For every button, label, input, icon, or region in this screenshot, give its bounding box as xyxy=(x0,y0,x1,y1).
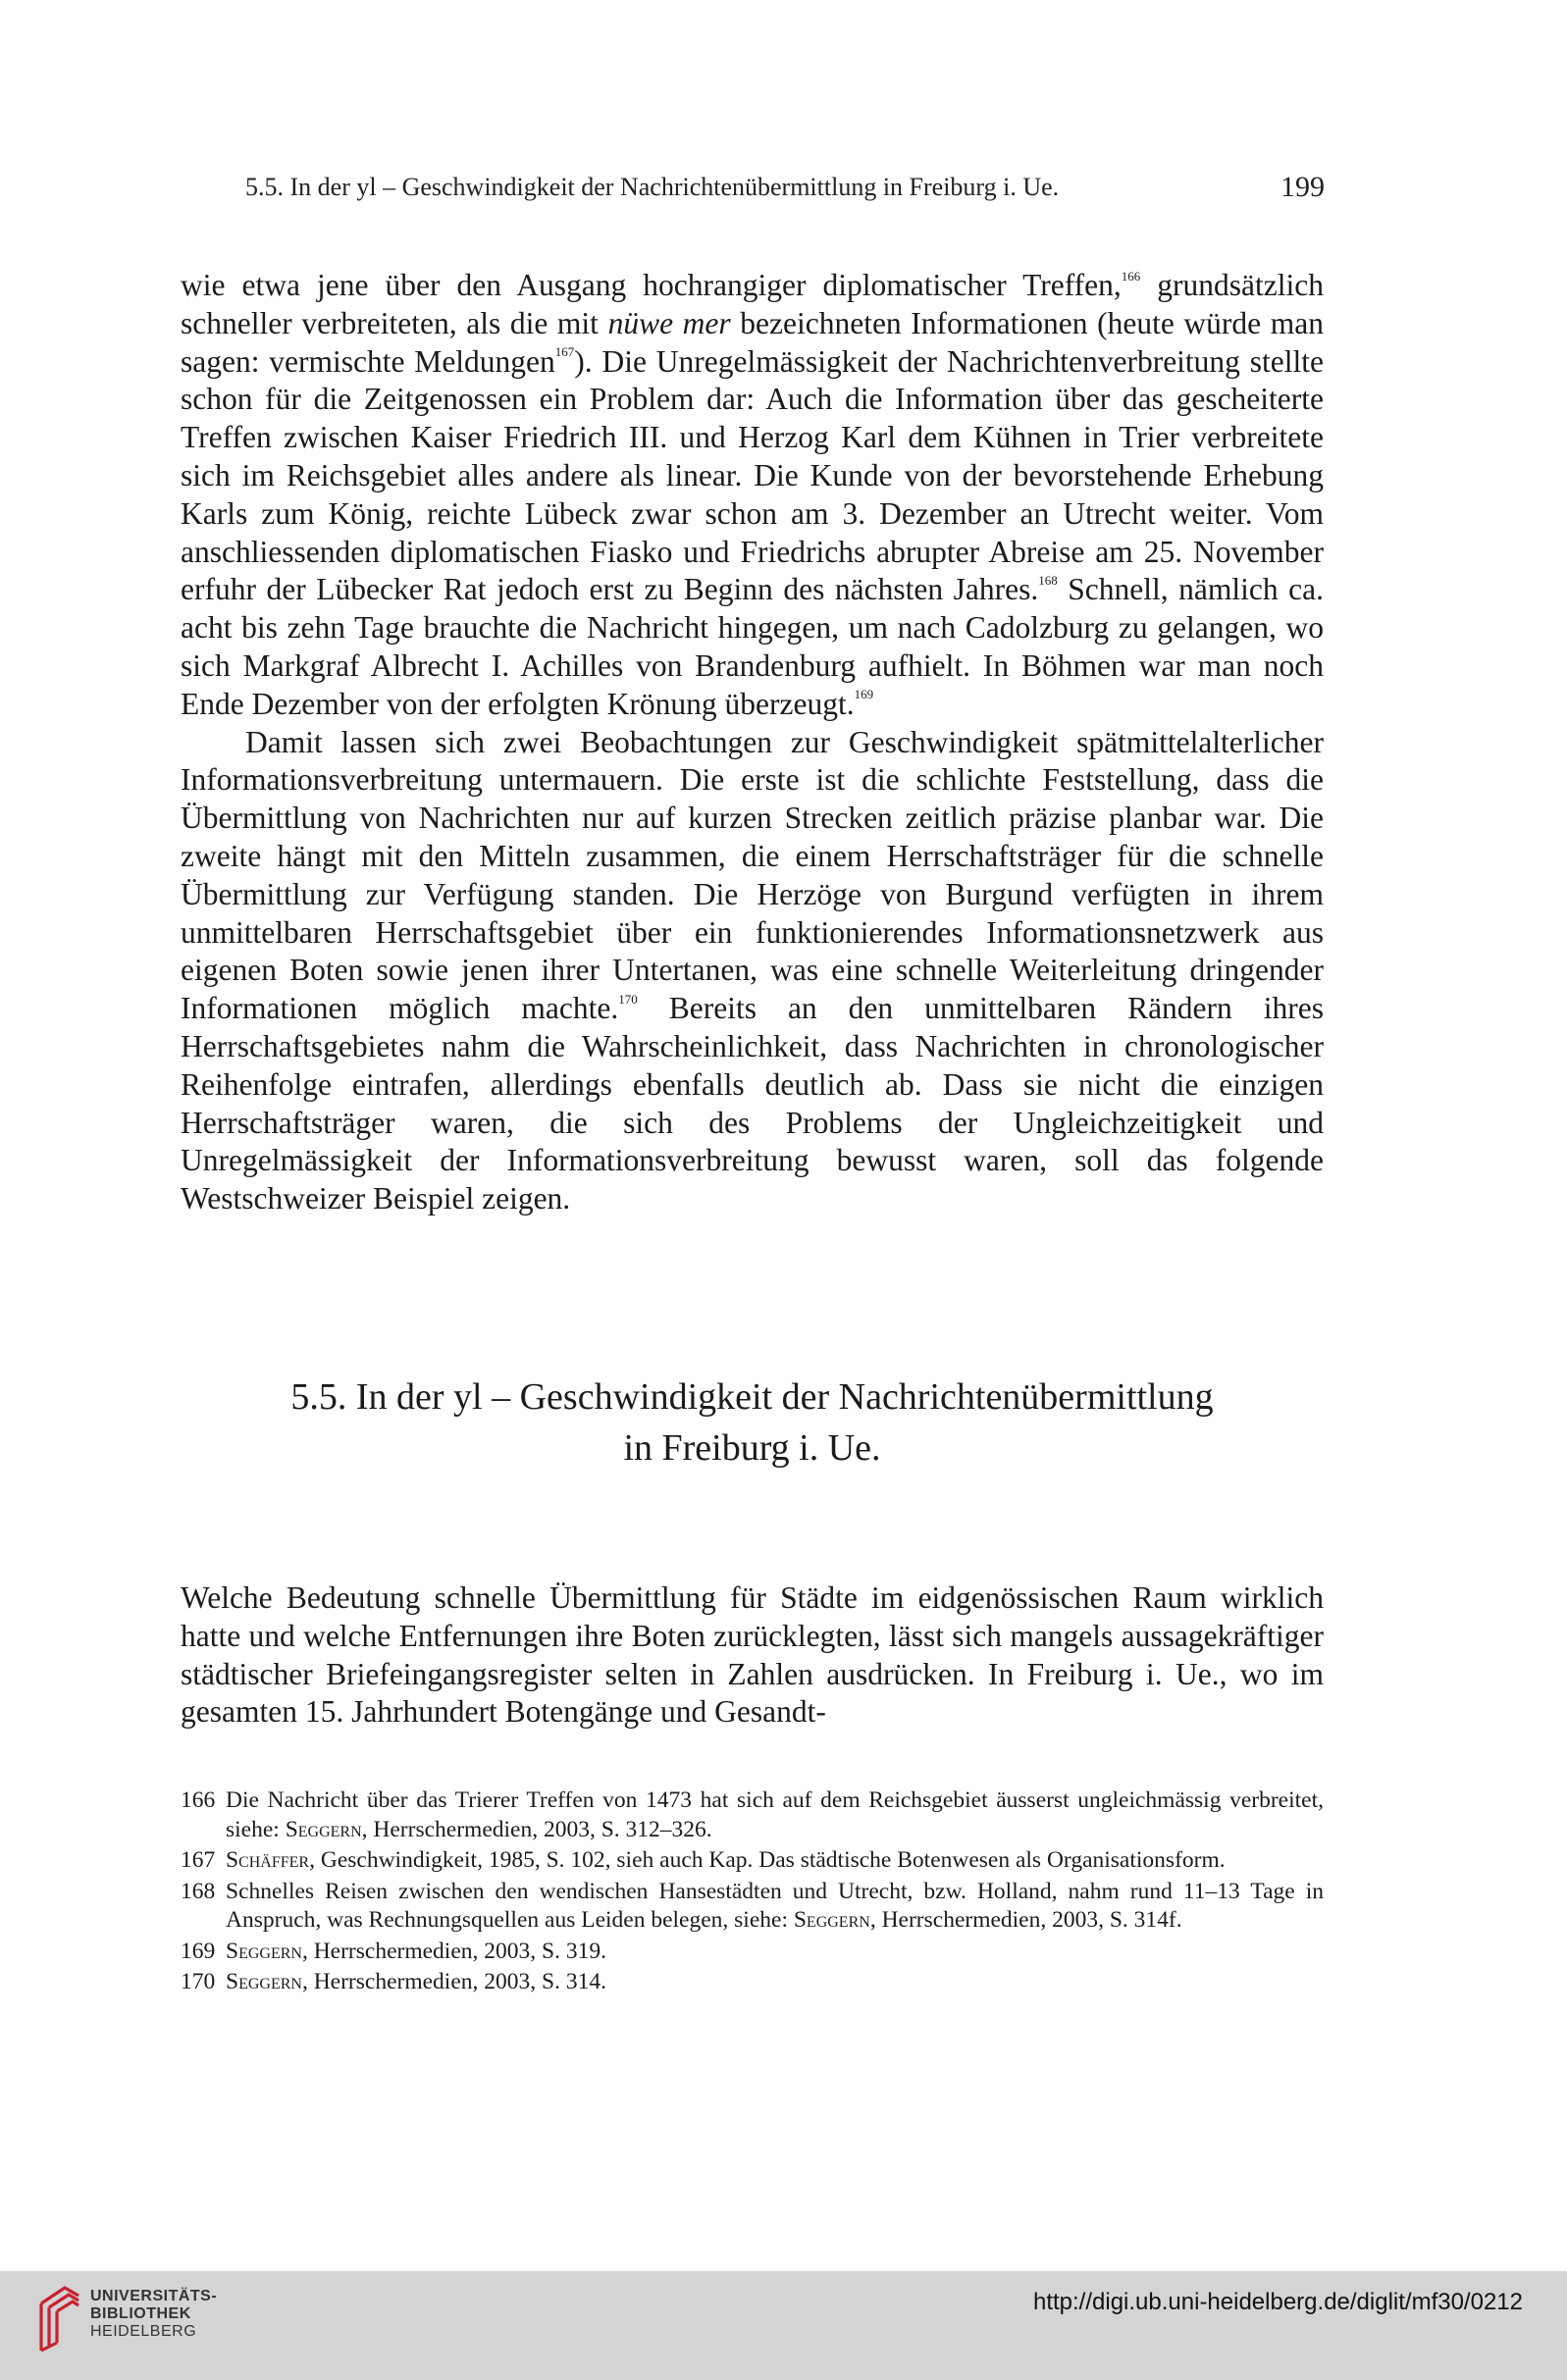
author-name: Seggern xyxy=(226,1938,302,1964)
text-run: Damit lassen sich zwei Beobachtungen zur Geschwindigkeit spätmittelalterlicher Informationsverbreitung untermauern. Die erste ist die schlichte Feststellung, dass die Übermittlung von Nachrichten nur auf kurzen Strecken zeitlich präzise planbar war. Die zweite hängt mit den Mitteln zusammen, die einem Herrschaftsträger für die schnelle Übermittlung zur Verfügung standen. Die Herzöge von Burgund verfügten in ihrem unmittelbaren Herrschaftsgebiet über ein funktionierendes Informationsnetzwerk aus eigenen Boten sowie jenen ihrer Untertanen, was eine schnelle Weiterleitung dringender Informationen möglich machte. xyxy=(181,724,1324,1026)
footnote-170 xyxy=(181,1968,1324,1997)
footnote-number: 170 xyxy=(181,1969,216,1994)
footnote-ref-170[interactable]: 170 xyxy=(618,991,638,1007)
author-name: Seggern xyxy=(793,1907,870,1933)
footnote-number: 169 xyxy=(181,1938,216,1964)
paragraph-text: Welche Bedeutung schnelle Übermittlung für Städte im eidgenössischen Raum wirklich hatte und welche Entfernungen ihre Boten zurücklegten, lässt sich mangels aussagekräftiger städtischer Briefeingangsregister selten in Zahlen ausdrücken. In Freiburg i. Ue., wo im gesamten 15. Jahrhundert Botengänge und Gesandt- xyxy=(181,1580,1324,1730)
italic-term: nüwe mer xyxy=(607,305,731,340)
author-name: Seggern xyxy=(226,1969,302,1994)
footnote-text: , Herrschermedien, 2003, S. 312–326. xyxy=(361,1816,712,1842)
logo-line-3: HEIDELBERG xyxy=(90,2323,197,2340)
text-run: Schnell, nämlich ca. acht bis zehn Tage brauchte die Nachricht hingegen, um nach Cadolzburg zu gelangen, wo sich Markgraf Albrecht I. Achilles von Brandenburg aufhielt. In Böhmen war man noch Ende Dezember von der erfolgten Krönung überzeugt. xyxy=(181,572,1325,721)
footnote-text: Schnelles Reisen zwischen den wendischen Hansestädten und Utrecht, bzw. Holland, nahm rund 11–13 Tage in Anspruch, was Rechnungsquellen aus Leiden belegen, siehe: xyxy=(226,1878,1324,1933)
body-paragraph-3 xyxy=(181,1579,1324,1732)
footnote-text: , Herrschermedien, 2003, S. 314. xyxy=(301,1969,606,1994)
page-number: 199 xyxy=(1280,171,1325,203)
footnote-number: 167 xyxy=(181,1847,216,1873)
section-heading-line-2: in Freiburg i. Ue. xyxy=(623,1427,881,1469)
body-paragraph-2 xyxy=(181,724,1324,1218)
footnote-167 xyxy=(181,1846,1324,1876)
section-heading xyxy=(181,1371,1324,1474)
text-run: Bereits an den unmittelbaren Rändern ihres Herrschaftsgebietes nahm die Wahrscheinlichkeit, dass Nachrichten in chronologischer Reihenfolge eintrafen, allerdings ebenfalls deutlich ab. Dass sie nicht die einzigen Herrschaftsträger waren, die sich des Problems der Ungleichzeitigkeit und Unregelmässigkeit der Informationsverbreitung bewusst waren, soll das folgende Westschweizer Beispiel zeigen. xyxy=(181,991,1324,1216)
footnote-text: Die Nachricht über das Trierer Treffen von 1473 hat sich auf dem Reichsgebiet äusserst ungleichmässig verbreitet, siehe: xyxy=(226,1787,1324,1842)
footnote-ref-168[interactable]: 168 xyxy=(1038,572,1058,588)
running-head-title: 5.5. In der yl – Geschwindigkeit der Nachrichtenübermittlung in Freiburg i. Ue. xyxy=(245,173,1060,201)
footnote-ref-166[interactable]: 166 xyxy=(1121,268,1141,284)
author-name: Schäffer xyxy=(226,1847,310,1873)
digitization-footer xyxy=(0,2271,1567,2380)
text-run: grundsätzlich schneller verbreiteten, als die mit xyxy=(181,268,1324,340)
footnote-number: 168 xyxy=(181,1878,216,1904)
footnote-text: , Herrschermedien, 2003, S. 319. xyxy=(301,1938,606,1964)
footnote-text: , Geschwindigkeit, 1985, S. 102, sieh auch Kap. Das städtische Botenwesen als Organisationsform. xyxy=(309,1847,1226,1873)
library-logo-text[interactable] xyxy=(90,2288,217,2341)
footnote-number: 166 xyxy=(181,1787,216,1813)
footnotes xyxy=(181,1786,1324,1999)
footnote-166 xyxy=(181,1786,1324,1844)
author-name: Seggern xyxy=(285,1816,362,1842)
running-head xyxy=(245,173,1325,202)
footnote-168 xyxy=(181,1878,1324,1936)
body-paragraph-1 xyxy=(181,267,1324,1218)
text-run: wie etwa jene über den Ausgang hochrangiger diplomatischer Treffen, xyxy=(181,268,1122,302)
library-logo-icon[interactable] xyxy=(35,2278,84,2356)
logo-line-1: UNIVERSITÄTS- xyxy=(90,2288,218,2304)
footnote-ref-169[interactable]: 169 xyxy=(854,687,874,702)
text-run: bezeichneten Informationen (heute würde man sagen: vermischte Meldungen xyxy=(181,305,1325,379)
footnote-text: , Herrschermedien, 2003, S. 314f. xyxy=(869,1907,1182,1933)
logo-line-2: BIBLIOTHEK xyxy=(90,2305,191,2322)
section-heading-line-1: 5.5. In der yl – Geschwindigkeit der Nachrichtenübermittlung xyxy=(290,1376,1214,1418)
permalink-url[interactable]: http://digi.ub.uni-heidelberg.de/diglit/mf30/0212 xyxy=(1032,2289,1523,2315)
footnote-ref-167[interactable]: 167 xyxy=(554,344,575,360)
text-run: ). Die Unregelmässigkeit der Nachrichtenverbreitung stellte schon für die Zeitgenossen ein Problem dar: Auch die Information über das gescheiterte Treffen zwischen Kaiser Friedrich III. und Herzog Karl dem Kühnen in Trier verbreitete sich im Reichsgebiet alles andere als linear. Die Kunde von der bevorstehende Erhebung Karls zum König, reichte Lübeck zwar schon am 3. Dezember an Utrecht weiter. Vom anschliessenden diplomatischen Fiasko und Friedrichs abrupter Abreise am 25. November erfuhr der Lübecker Rat jedoch erst zu Beginn des nächsten Jahres. xyxy=(181,343,1324,607)
footnote-169 xyxy=(181,1938,1324,1967)
